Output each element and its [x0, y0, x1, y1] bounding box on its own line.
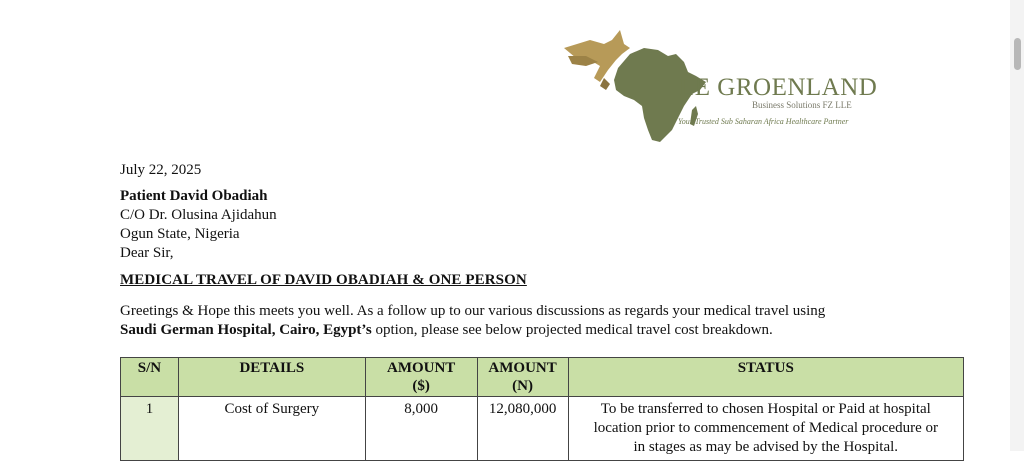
cell-amount-usd: 8,000 — [365, 397, 477, 461]
brand-subtitle: Business Solutions FZ LLE — [752, 100, 852, 110]
brand-name: LE GROENLAND — [679, 74, 878, 101]
intro-paragraph — [120, 302, 825, 340]
address-line: C/O Dr. Olusina Ajidahun — [120, 207, 277, 223]
recipient-name: Patient David Obadiah — [120, 188, 268, 204]
scrollbar-thumb[interactable] — [1014, 38, 1021, 70]
salutation: Dear Sir, — [120, 245, 174, 261]
letter-subject: MEDICAL TRAVEL OF DAVID OBADIAH & ONE PERSON — [120, 272, 527, 288]
intro-line — [120, 321, 825, 340]
recipient-block — [120, 187, 277, 263]
cell-details: Cost of Surgery — [178, 397, 365, 461]
cell-amount-ngn: 12,080,000 — [477, 397, 568, 461]
cell-sn: 1 — [121, 397, 179, 461]
cost-breakdown-table — [120, 357, 964, 461]
intro-rest: option, please see below projected medical travel cost breakdown. — [371, 322, 773, 338]
header-details: DETAILS — [178, 358, 365, 397]
brand-tagline: Your Trusted Sub Saharan Africa Healthcare Partner — [678, 117, 849, 126]
address-line: Ogun State, Nigeria — [120, 226, 240, 242]
header-sn: S/N — [121, 358, 179, 397]
hospital-option: Saudi German Hospital, Cairo, Egypt’s — [120, 322, 372, 338]
header-status: STATUS — [568, 358, 963, 397]
table-header-row — [121, 358, 964, 397]
letter-date: July 22, 2025 — [120, 162, 202, 178]
header-amount-usd: AMOUNT ($) — [365, 358, 477, 397]
header-amount-ngn: AMOUNT (N) — [477, 358, 568, 397]
vertical-scrollbar[interactable] — [1010, 0, 1024, 451]
intro-line: Greetings & Hope this meets you well. As a follow up to our various discussions as regards your medical travel using — [120, 303, 826, 319]
cell-status: To be transferred to chosen Hospital or Paid at hospital location prior to commencement of Medical procedure or in stages as may be advised by the Hospital. — [568, 397, 963, 461]
